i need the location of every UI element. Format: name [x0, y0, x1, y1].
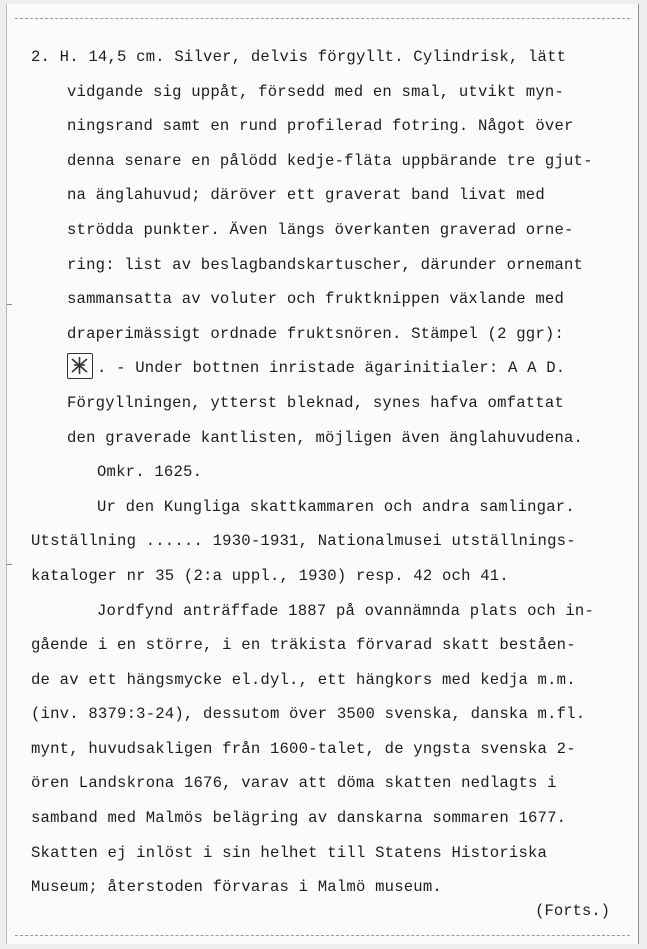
catalog-card: [6, 4, 639, 944]
text-line: Skatten ej inlöst i sin helhet till Statens Historiska: [31, 843, 548, 862]
text-line: sammansatta av voluter och fruktknippen växlande med: [67, 290, 565, 309]
text-line: Museum; återstoden förvaras i Malmö museum.: [31, 878, 442, 897]
text-line: 2. H. 14,5 cm. Silver, delvis förgyllt. Cylindrisk, lätt: [31, 48, 567, 66]
text-line: Jordfynd anträffade 1887 på ovannämnda plats och in-: [97, 601, 595, 620]
continued-note: (Forts.): [535, 902, 610, 920]
text-line: kataloger nr 35 (2:a uppl., 1930) resp. 42 och 41.: [31, 566, 509, 585]
text-line: . - Under bottnen inristade ägarinitialer: A A D.: [97, 359, 566, 378]
text-line: denna senare en pålödd kedje-fläta uppbärande tre gjut-: [67, 151, 593, 170]
makers-stamp-icon: [67, 353, 93, 379]
text-line: ring: list av beslagbandskartuscher, därunder ornemant: [67, 255, 584, 274]
card-text: [31, 40, 631, 905]
text-line: de av ett hängsmycke el.dyl., ett hängkors med kedja m.m.: [31, 670, 576, 689]
text-line: (inv. 8379:3-24), dessutom över 3500 svenska, danska m.fl.: [31, 705, 586, 724]
text-line: ningsrand samt en rund profilerad fotring. Något över: [67, 117, 574, 136]
text-line: strödda punkter. Även längs överkanten graverad orne-: [67, 220, 574, 239]
text-line: Utställning ...... 1930-1931, Nationalmusei utställnings-: [31, 532, 576, 551]
text-line: vidgande sig uppåt, försedd med en smal, utvikt myn-: [67, 82, 565, 101]
bottom-dashed-rule: [15, 935, 630, 936]
text-line: samband med Malmös belägring av danskarna sommaren 1677.: [31, 809, 567, 828]
text-line: ören Landskrona 1676, varav att döma skatten nedlagts i: [31, 774, 557, 793]
text-line: Förgyllningen, ytterst bleknad, synes hafva omfattat: [67, 393, 565, 412]
text-line: Ur den Kungliga skattkammaren och andra samlingar.: [97, 497, 575, 516]
margin-tick: [7, 304, 12, 305]
text-line: gående i en större, i en träkista förvarad skatt beståen-: [31, 636, 576, 655]
margin-tick: [7, 564, 12, 565]
stamp-line: [31, 351, 631, 386]
text-line: mynt, huvudsakligen från 1600-talet, de yngsta svenska 2-: [31, 739, 576, 758]
text-line: den graverade kantlisten, möjligen även änglahuvudena.: [67, 428, 584, 447]
top-dashed-rule: [15, 18, 630, 19]
text-line: na änglahuvud; däröver ett graverat band livat med: [67, 186, 545, 205]
text-line: Omkr. 1625.: [97, 463, 203, 482]
text-line: draperimässigt ordnade fruktsnören. Stämpel (2 ggr):: [67, 324, 565, 343]
